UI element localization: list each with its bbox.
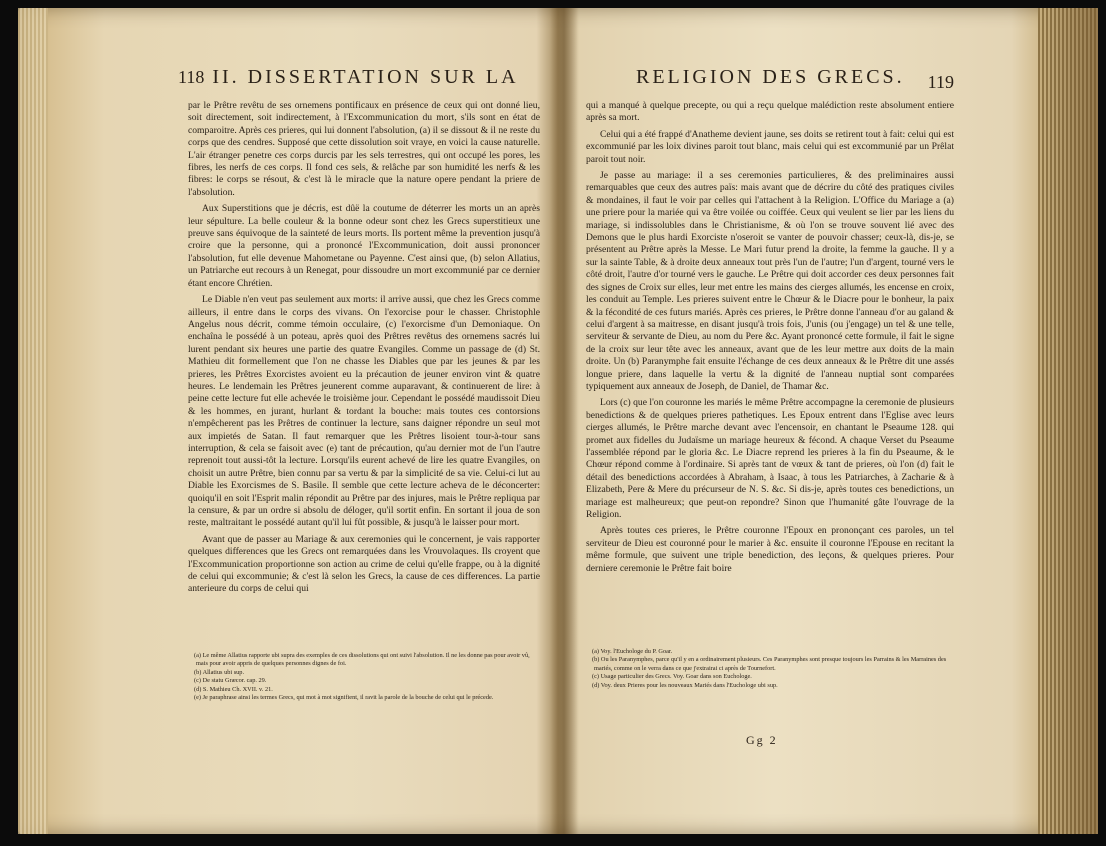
footnote: (e) Je paraphrase ainsi les termes Grecs, qui mot à mot signifient, il ravit la parole de la bouche de celui qui le précede. <box>194 694 494 702</box>
right-footnotes <box>586 648 954 690</box>
paragraph: Celui qui a été frappé d'Anatheme devient jaune, ses doits se retirent tout à fait: celui qui est excommunié par les loix divines paroit tout blanc, mais celui qui est excommunié par un Prêlat paroit tout noir. <box>586 128 954 165</box>
paragraph: Lors (c) que l'on couronne les mariés le même Prêtre accompagne la ceremonie de plusieurs benedictions & de quelques prieres pathetiques. Les Epoux entrent dans l'Eglise avec leurs cierges allumés, le Prêtre marche devant avec l'encensoir, en chantant le Pseaume 128. qui promet aux fidelles du Judaïsme un mariage heureux & fécond. A chaque Verset du Pseaume l'assemblée répond par le gloria &c. Le Diacre reprend les prieres à la fin du Pseaume, & le Chœur répond comme à l'ordinaire. Si après tant de vœux & tant de prieres, où l'on (d) fait le détail des benedictions accordées à Abraham, à Isaac, à tous les Patriarches, à Zacharie & à Elizabeth, Pere & Mere du précurseur de N. S. &c. Si dis-je, après toutes ces benedictions, un mariage est malheureux; que peut-on repondre? Sinon que l'humanité gâte l'ouvrage de la Religion. <box>586 397 954 520</box>
left-page-number: 118 <box>178 67 205 87</box>
footnote: (c) De statu Græcor. cap. 29. <box>194 677 267 685</box>
left-running-title: II. DISSERTATION SUR LA <box>212 66 519 88</box>
paragraph: Avant que de passer au Mariage & aux ceremonies qui le concernent, je vais rapporter quelques differences que les Grecs ont remarquées dans les Vrouvolaques. Ils croyent que l'Excommunication proportionne son action au crime de celui qu'elle frappe, ou à la dignité de celui qui excommunie; & c'est là selon les Grecs, la cause de ces differences. La partie anterieure du corps de celui qui <box>188 533 540 595</box>
footnote: (c) Usage particulier des Grecs. Voy. Goar dans son Euchologe. <box>592 673 752 681</box>
footnote: (d) Voy. deux Prieres pour les nouveaux Mariés dans l'Euchologe ubi sup. <box>592 681 778 689</box>
footnote: (b) Ou les Paranymphes, parce qu'il y en a ordinairement plusieurs. Ces Paranymphes sont presque toujours les Parrains & les Marraines des mariés, comme on le verra dans ce que j'extrairai ci après de Tournefort. <box>592 656 947 672</box>
paragraph: par le Prêtre revêtu de ses ornemens pontificaux en présence de ceux qui ont donné lieu, soit directement, soit indirectement, à l'Excommunication du mort, s'ils sont en état de comparoitre. Après ces prieres, qui lui donnent l'absolution, (a) il se dissout & il ne reste du corps que des cendres. Supposé que cette dissolution soit vraye, en voici la cause naturelle. L'air étranger penetre ces corps durcis par les sels terrestres, qui ont occupé les pores, les fibres, les nerfs de ces corps. Il fond ces sels, & relâche par son humidité les nerfs & les fibres: le corps se résout, & c'est là le miracle que la nature opere pendant la priere de l'absolution. <box>188 100 540 198</box>
left-page-edges <box>18 8 48 834</box>
paragraph: Le Diable n'en veut pas seulement aux morts: il arrive aussi, que chez les Grecs comme ailleurs, il entre dans le corps des vivans. On l'exorcise pour le chasser. Christophle Angelus nous décrit, comme témoin occulaire, (c) l'exorcisme d'un Demoniaque. On enchaîna le possédé à un poteau, après quoi des Prêtres revêtus des ornemens sacrés lui lurent pendant six heures une partie des quatre Evangiles. Comme un passage de (d) St. Mathieu dit formellement que l'on ne chasse les Diables que par les jeunes & par les prieres, les Prêtres Exorcistes avoient eu la précaution de jeuner environ vint & quatre heures. Le lendemain les Prêtres jeunerent comme auparavant, & continuerent de lire: à peine cette lecture fut elle achevée le troisième jour. Cependant le possédé maudissoit Dieu & les hommes, en jurant, hurlant & tordant la bouche: mais toutes ces contorsions n'empêcherent pas les Prêtres de continuer la lecture, sans daigner répondre un seul mot aux impietés de Satan. Il faut remarquer que les Prêtres lisoient tour-à-tour sans interruption, & cela se faisoit avec (e) tant de précaution, qu'au dernier mot de l'un l'autre reprenoit tout aussi-tôt la lecture. Lorsqu'ils eurent achevé de lire les quatre Evangiles, on choisit un autre Prêtre, bien connu par sa vertu & par la simplicité de sa vie. Celui-ci lut au Diable les Exorcismes de S. Basile. Il semble que cette lecture acheva de le déconcerter: quoiqu'il en soit l'Esprit malin répondit au Prêtre par des injures, mais le Prêtre repliqua par la censure, & par un ordre si absolu de déloger, qu'il sortit enfin. En sortant il joua de son reste, maltraitant le possédé autant qu'il lui fût possible, & jusqu'à le laisser pour mort. <box>188 294 540 529</box>
open-book <box>18 8 1098 834</box>
book-gutter <box>550 8 578 834</box>
footnote: (a) Voy. l'Euchologe du P. Goar. <box>592 648 673 655</box>
footnote: (b) Allatius ubi sup. <box>194 668 245 676</box>
left-page-body <box>188 100 540 600</box>
right-page-number: 119 <box>927 72 954 92</box>
footnote: (a) Le même Allatius rapporte ubi supra des exemples de ces dissolutions qui ont suivi l'absolution. Il ne les donne pas pour avoir vû, mais pour avoir appris de quelques personnes dignes de foi. <box>194 652 530 668</box>
right-page-body <box>586 100 954 579</box>
left-footnotes <box>188 652 540 702</box>
right-page <box>586 8 954 834</box>
paragraph: Je passe au mariage: il a ses ceremonies particulieres, & des preliminaires aussi remarquables que ceux des autres païs: mais avant que de décrire du côté des pratiques civiles & mondaines, il faut le voir par celles qui l'attachent à la Religion. L'Office du Mariage a (a) une priere pour la mariée qui va être voilée ou coiffée. Ceux qui veulent se lier par les liens du mariage, si indissolubles dans le Christianisme, & où l'on se trouve souvent lié avec des Demons que le plus hardi Exorciste n'oseroit se vanter de pouvoir chasser; ceux-là, dis-je, se présentent au Prêtre après la Messe. Le Mari futur prend la droite, la femme la gauche. Il y a sur la sainte Table, & à droite deux anneaux tout près l'un de l'autre; l'un d'argent, tourné vers le côté droit, l'autre d'or tourné vers le gauche. Le Prêtre qui doit accorder ces deux personnes fait des signes de Croix sur elles, leur met entre les mains des cierges allumés, les encense en croix, les conduit au Temple. Les prieres suivent entre le Chœur & le Diacre pour le bonheur, la paix & la fécondité de ces futurs mariés. Après ces prieres, le Prêtre donne l'anneau d'or au galand & celui d'argent à sa maitresse, en disant jusqu'à trois fois, J'unis (ou j'engage) un tel & une telle, serviteur & servante de Dieu, au nom du Pere &c. Ayant prononcé cette formule, il fait le signe de la croix sur leur tête avec les anneaux, avant que de les leur mettre aux doits de la main droite. Un (b) Paranymphe fait ensuite l'échange de ces deux anneaux & le Prêtre dit une assés longue priere, dans laquelle la vertu & la dignité de l'anneau nuptial sont comparées typiquement aux anneaux de Joseph, de Daniel, de Thamar &c. <box>586 170 954 392</box>
left-page-header <box>178 66 540 89</box>
paragraph: Après toutes ces prieres, le Prêtre couronne l'Epoux en prononçant ces paroles, un tel serviteur de Dieu est couronné pour le marier à &c. ensuite il couronne l'Epouse en recitant la même formule, que suivent une triple benediction, des leçons, & quelques prieres. Pour derniere ceremonie le Prêtre fait boire <box>586 525 954 574</box>
paragraph: qui a manqué à quelque precepte, ou qui a reçu quelque malédiction reste absolument entiere après sa mort. <box>586 100 954 124</box>
footnote: (d) S. Mathieu Ch. XVII. v. 21. <box>194 685 273 693</box>
right-running-title: RELIGION DES GRECS. <box>636 66 905 88</box>
left-page <box>178 8 540 834</box>
right-page-edges <box>1038 8 1098 834</box>
right-page-header <box>586 66 954 93</box>
paragraph: Aux Superstitions que je décris, est dûë la coutume de déterrer les morts un an après leur sépulture. La belle couleur & la bonne odeur sont chez les Grecs superstitieux une preuve sans équivoque de la sainteté de leurs morts. Ils portent même la prevention jusqu'à croire que la personne, qui a prononcé l'Excommunication, doit aussi prononcer l'absolution, fut elle devenue Mahometane ou Payenne. C'est ainsi que, (b) selon Allatius, un Patriarche eut recours à un Renegat, pour dissoudre un mort excommunié par ce dernier étant encore Chrétien. <box>188 203 540 289</box>
signature-mark: Gg 2 <box>746 733 778 747</box>
